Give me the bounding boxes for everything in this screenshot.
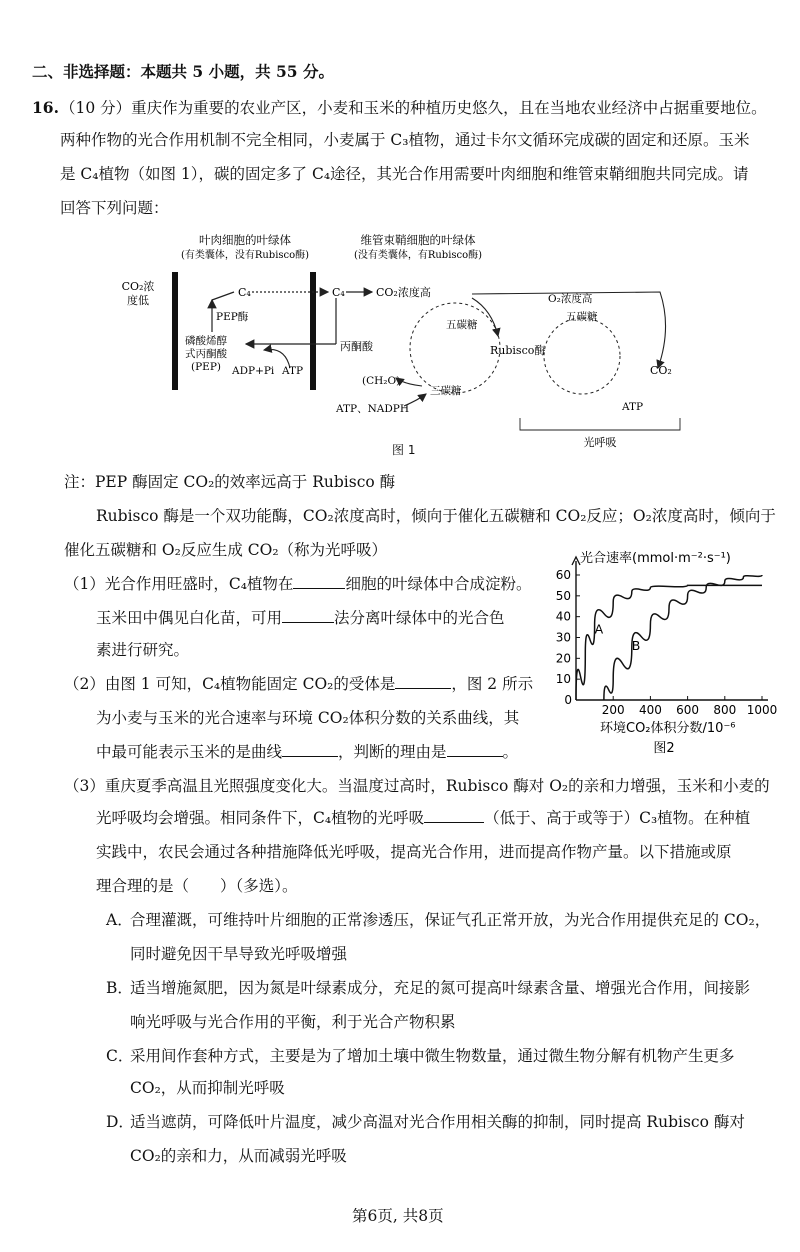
q1-blank-cell[interactable]	[293, 574, 345, 589]
pep-label-2: 式丙酮酸	[185, 348, 227, 360]
option-b-label[interactable]: B．	[106, 979, 133, 997]
q3-blank-compare[interactable]	[424, 808, 484, 823]
q2-blank-acceptor[interactable]	[395, 674, 451, 689]
pep-label-3: (PEP)	[191, 361, 221, 373]
mesophyll-subtitle: (有类囊体，没有Rubisco酶)	[180, 250, 310, 261]
rubisco-paragraph-1: Rubisco 酶是一个双功能酶，CO₂浓度高时，倾向于催化五碳糖和 CO₂反应；O₂浓度高时，倾向于	[96, 507, 776, 525]
mesophyll-wall-left	[172, 272, 178, 390]
q1-line-2: 玉米田中偶见白化苗，可用 法分离叶绿体中的光合色	[96, 609, 505, 627]
y-tick-label: 50	[555, 588, 571, 603]
option-a-line-1: 合理灌溉，可维持叶片细胞的正常渗透压，保证气孔正常开放，为光合作用提供充足的 CO₂，	[130, 911, 771, 929]
x-tick-label: 200	[601, 703, 625, 717]
photorespiration-label: 光呼吸	[583, 436, 617, 449]
q3-line-2: 光呼吸均会增强。相同条件下，C₄植物的光呼吸 （低于、高于或等于）C₃植物。在种植	[96, 809, 751, 827]
x-tick-label: 600	[676, 703, 700, 717]
y-tick-label: 60	[555, 568, 571, 582]
pep-enzyme-label: PEP酶	[216, 311, 249, 323]
option-b-line-1: 适当增施氮肥，因为氮是叶绿素成分，充足的氮可提高叶绿素含量、增强光合作用，间接影	[130, 979, 751, 997]
page-footer: 第6页, 共8页	[352, 1207, 444, 1225]
origin-label: 0	[564, 693, 572, 707]
q1-line-1: （1）光合作用旺盛时，C₄植物在 细胞的叶绿体中合成淀粉。	[64, 575, 532, 593]
y-tick-label: 30	[555, 630, 571, 645]
q3-line-4: 理合理的是（ ）（多选）。	[96, 877, 298, 895]
intro-line-3: 是 C₄植物（如图 1），碳的固定多了 C₄途径，其光合作用需要叶肉细胞和维管束鞘细胞共同完成。请	[60, 165, 749, 183]
x-tick-label: 400	[638, 703, 662, 717]
option-a-label[interactable]: A．	[106, 911, 133, 929]
q2-line-3: 中最可能表示玉米的是曲线 ，判断的理由是 。	[96, 743, 519, 761]
figure2-chart	[540, 548, 778, 760]
adp-label: ADP+Pi	[232, 365, 275, 377]
co2-low-label-2: 度低	[127, 294, 149, 307]
atp-nadph-label: ATP、NADPH	[336, 403, 409, 415]
option-a-line-2: 同时避免因干旱导致光呼吸增强	[130, 945, 348, 963]
rubisco-paragraph-2: 催化五碳糖和 O₂反应生成 CO₂（称为光呼吸）	[64, 541, 388, 559]
curve-label-b: B	[631, 638, 641, 653]
option-c-label[interactable]: C．	[106, 1047, 134, 1065]
triose-label: 三碳糖	[430, 385, 462, 397]
q3-line-1: （3）重庆夏季高温且光照强度变化大。当温度过高时，Rubisco 酶对 O₂的亲和力增强，玉米和小麦的	[64, 777, 770, 795]
x-tick-label: 800	[713, 703, 737, 717]
q2-line-1: （2）由图 1 可知，C₄植物能固定 CO₂的受体是 ，图 2 所示	[64, 675, 534, 693]
option-d-line-1: 适当遮荫，可降低叶片温度，减少高温对光合作用相关酶的抑制，同时提高 Rubisco 酶对	[130, 1113, 745, 1131]
option-c-line-1: 采用间作套种方式，主要是为了增加土壤中微生物数量，通过微生物分解有机物产生更多	[130, 1047, 735, 1065]
intro-line-1: （10 分）重庆作为重要的农业产区，小麦和玉米的种植历史悠久，且在当地农业经济中占据重要地位。	[60, 99, 767, 117]
curve-label-a: A	[594, 621, 604, 637]
figure1-diagram	[100, 228, 700, 468]
chart-xlabel: 环境CO₂体积分数/10⁻⁶	[600, 721, 736, 736]
chart-caption: 图2	[653, 741, 675, 756]
option-c-line-2: CO₂，从而抑制光呼吸	[130, 1079, 285, 1097]
atp-left-label: ATP	[282, 365, 304, 377]
rubisco-label: Rubisco酶	[490, 344, 546, 357]
intro-line-4: 回答下列问题：	[60, 199, 169, 217]
option-d-label[interactable]: D．	[106, 1113, 134, 1131]
chart-title: 光合速率(mmol·m⁻²·s⁻¹)	[580, 551, 731, 566]
pentose-2-label: 五碳糖	[566, 311, 598, 323]
c4-mesophyll: C₄	[238, 286, 251, 299]
co2-high-label: CO₂浓度高	[376, 286, 431, 299]
question-number: 16.	[32, 98, 59, 117]
curve-a	[576, 585, 762, 700]
ch2o-label: (CH₂O)	[362, 375, 401, 387]
q2-line-2: 为小麦与玉米的光合速率与环境 CO₂体积分数的关系曲线，其	[96, 709, 520, 727]
o2-high-label: O₂浓度高	[548, 293, 593, 305]
q3-line-3: 实践中，农民会通过各种措施降低光呼吸，提高光合作用，进而提高作物产量。以下措施或原	[96, 843, 732, 861]
mesophyll-title: 叶肉细胞的叶绿体	[199, 233, 291, 247]
pep-label-1: 磷酸烯醇	[185, 335, 227, 347]
bundle-subtitle: (没有类囊体，有Rubisco酶)	[353, 250, 483, 261]
pyruvate-label: 丙酮酸	[340, 340, 373, 353]
y-tick-label: 40	[555, 609, 571, 624]
q1-line-3: 素进行研究。	[96, 641, 190, 659]
q2-blank-curve[interactable]	[282, 742, 338, 757]
intro-line-2: 两种作物的光合作用机制不完全相同，小麦属于 C₃植物，通过卡尔文循环完成碳的固定和还原。玉米	[60, 131, 750, 149]
y-tick-label: 20	[555, 651, 571, 666]
y-tick-label: 10	[555, 672, 571, 687]
bundle-title: 维管束鞘细胞的叶绿体	[360, 233, 476, 247]
co2-low-label: CO₂浓	[121, 280, 155, 293]
section-heading: 二、非选择题：本题共 5 小题，共 55 分。	[32, 62, 334, 81]
x-tick-label: 1000	[746, 703, 778, 717]
option-b-line-2: 响光呼吸与光合作用的平衡，利于光合产物积累	[130, 1013, 456, 1031]
figure1-caption: 图 1	[392, 443, 416, 457]
q2-blank-reason[interactable]	[447, 742, 503, 757]
pentose-1-label: 五碳糖	[446, 319, 478, 331]
mesophyll-wall-right	[310, 272, 316, 390]
curve-b	[604, 575, 762, 700]
c4-bundle: C₄	[332, 286, 345, 299]
atp-right-label: ATP	[622, 401, 644, 413]
option-d-line-2: CO₂的亲和力，从而减弱光呼吸	[130, 1147, 347, 1165]
figure-note: 注：PEP 酶固定 CO₂的效率远高于 Rubisco 酶	[64, 473, 396, 491]
co2-out-label: CO₂	[650, 364, 672, 377]
q1-blank-method[interactable]	[282, 608, 334, 623]
